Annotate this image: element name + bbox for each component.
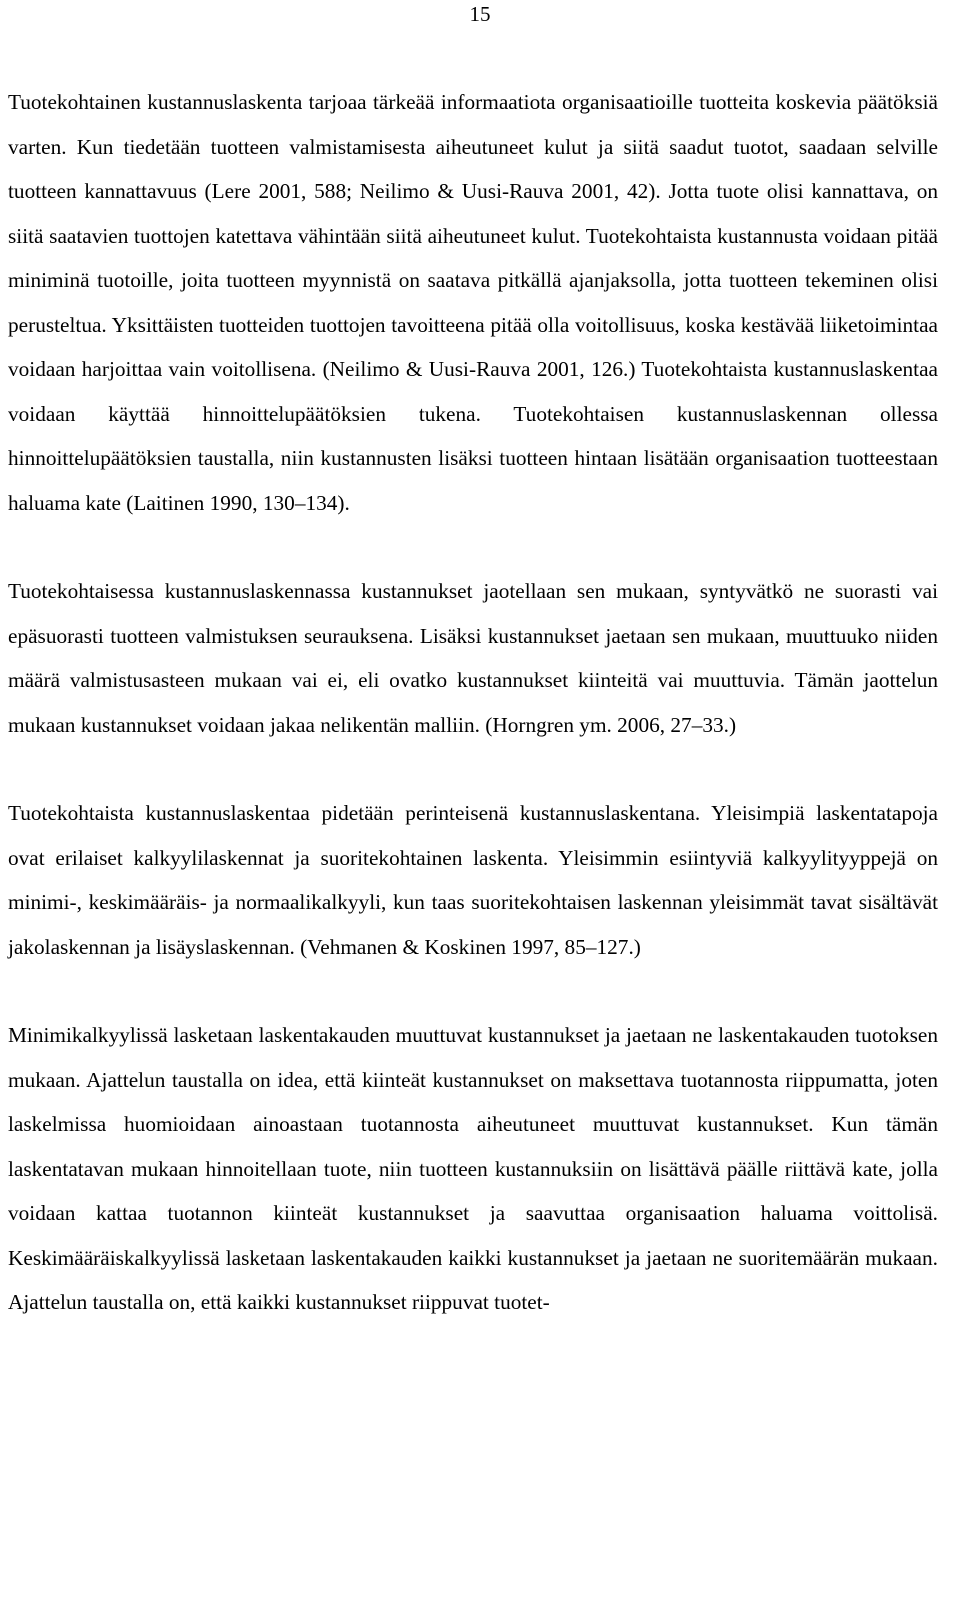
document-body <box>8 80 938 1325</box>
page-number: 15 <box>469 2 491 26</box>
paragraph-1: Tuotekohtainen kustannuslaskenta tarjoaa tärkeää informaatiota organisaatioille tuotteita koskevia päätöksiä varten. Kun tiedetään tuotteen valmistamisesta aiheutuneet kulut ja siitä saadut tuotot, saadaan selville tuotteen kannattavuus (Lere 2001, 588; Neilimo & Uusi-Rauva 2001, 42). Jotta tuote olisi kannattava, on siitä saatavien tuottojen katettava vähintään siitä aiheutuneet kulut. Tuotekohtaista kustannusta voidaan pitää miniminä tuotoille, joita tuotteen myynnistä on saatava pitkällä ajanjaksolla, jotta tuotteen tekeminen olisi perusteltua. Yksittäisten tuotteiden tuottojen tavoitteena pitää olla voitollisuus, koska kestävää liiketoimintaa voidaan harjoittaa vain voitollisena. (Neilimo & Uusi-Rauva 2001, 126.) Tuotekohtaista kustannuslaskentaa voidaan käyttää hinnoittelupäätöksien tukena. Tuotekohtaisen kustannuslaskennan ollessa hinnoittelupäätöksien taustalla, niin kustannusten lisäksi tuotteen hintaan lisätään organisaation tuotteestaan haluama kate (Laitinen 1990, 130–134). <box>8 90 938 515</box>
paragraph-4: Minimikalkyylissä lasketaan laskentakauden muuttuvat kustannukset ja jaetaan ne laskentakauden tuotoksen mukaan. Ajattelun taustalla on idea, että kiinteät kustannukset on maksettava tuotannosta riippumatta, joten laskelmissa huomioidaan ainoastaan tuotannosta aiheutuneet muuttuvat kustannukset. Kun tämän laskentatavan mukaan hinnoitellaan tuote, niin tuotteen kustannuksiin on lisättävä päälle riittävä kate, jolla voidaan kattaa tuotannon kiinteät kustannukset ja saavuttaa organisaation haluama voittolisä. Keskimääräiskalkyylissä lasketaan laskentakauden kaikki kustannukset ja jaetaan ne suoritemäärän mukaan. Ajattelun taustalla on, että kaikki kustannukset riippuvat tuotet- <box>8 1023 938 1314</box>
paragraph-3: Tuotekohtaista kustannuslaskentaa pidetään perinteisenä kustannuslaskentana. Yleisimpiä laskentatapoja ovat erilaiset kalkyylilaskennat ja suoritekohtainen laskenta. Yleisimmin esiintyviä kalkyylityyppejä on minimi-, keskimääräis- ja normaalikalkyyli, kun taas suoritekohtaisen laskennan yleisimmät tavat sisältävät jakolaskennan ja lisäyslaskennan. (Vehmanen & Koskinen 1997, 85–127.) <box>8 801 938 959</box>
paragraph-2: Tuotekohtaisessa kustannuslaskennassa kustannukset jaotellaan sen mukaan, syntyvätkö ne suorasti vai epäsuorasti tuotteen valmistuksen seurauksena. Lisäksi kustannukset jaetaan sen mukaan, muuttuuko niiden määrä valmistusasteen mukaan vai ei, eli ovatko kustannukset kiinteitä vai muuttuvia. Tämän jaottelun mukaan kustannukset voidaan jakaa nelikentän malliin. (Horngren ym. 2006, 27–33.) <box>8 579 938 737</box>
